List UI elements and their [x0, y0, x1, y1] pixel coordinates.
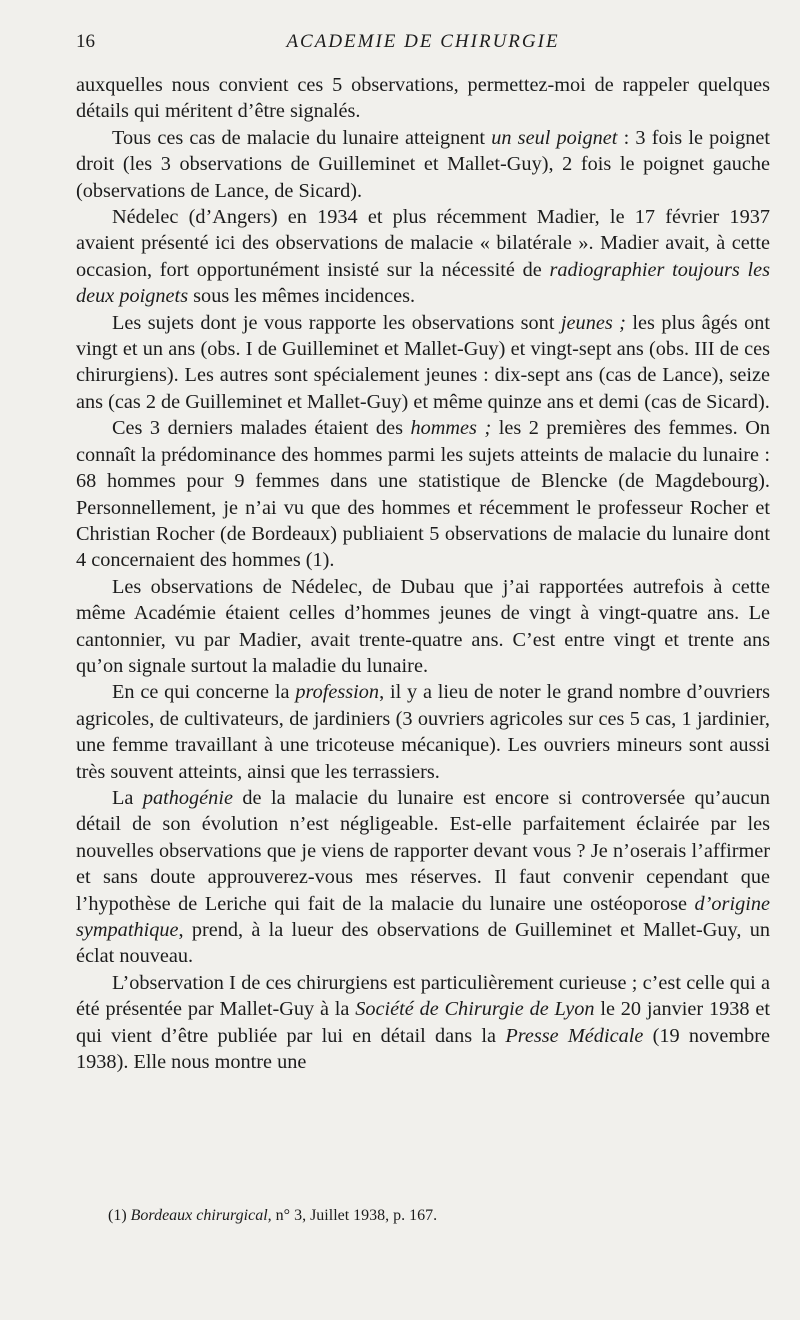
- paragraph: Tous ces cas de malacie du lunaire atteignent un seul poignet : 3 fois le poignet droit (les 3 observations de Guilleminet et Mallet-Guy), 2 fois le poignet gauche (observations de Lance, de Sicard).: [76, 126, 770, 202]
- paragraph: Ces 3 derniers malades étaient des hommes ; les 2 premières des femmes. On connaît la prédominance des hommes parmi les sujets atteints de malacie du lunaire : 68 hommes pour 9 femmes dans une statistique de Blencke (de Magdebourg). Personnellement, je n’ai vu que des hommes et récemment le professeur Rocher et Christian Rocher (de Bordeaux) publiaient 5 observations de malacie du lunaire dont 4 concernaient des hommes (1).: [76, 417, 770, 572]
- running-title: ACADEMIE DE CHIRURGIE: [286, 31, 560, 52]
- page-number: 16: [76, 31, 95, 52]
- paragraph: auxquelles nous convient ces 5 observations, permettez-moi de rappeler quelques détails qui méritent d’être signalés.: [76, 74, 770, 123]
- paragraph: L’observation I de ces chirurgiens est particulièrement curieuse ; c’est celle qui a été présentée par Mallet-Guy à la Société de Chirurgie de Lyon le 20 janvier 1938 et qui vient d’être publiée par lui en détail dans la Presse Médicale (19 novembre 1938). Elle nous montre une: [76, 971, 771, 1074]
- footnote-citation: n° 3, Juillet 1938, p. 167.: [275, 1207, 438, 1224]
- paragraph: La pathogénie de la malacie du lunaire est encore si controversée qu’aucun détail de son évolution n’est négligeable. Est-elle parfaitement éclairée par les nouvelles observations que je viens de rapporter devant vous ? Je n’oserais l’affirmer et sans doute approuverez-vous mes réserves. Il faut convenir cependant que l’hypothèse de Leriche qui fait de la malacie du lunaire une ostéoporose d’origine sympathique, prend, à la lueur des observations de Guilleminet et Mallet-Guy, un éclat nouveau.: [76, 786, 770, 968]
- page-header: [76, 30, 770, 54]
- paragraph: En ce qui concerne la profession, il y a lieu de noter le grand nombre d’ouvriers agricoles, de cultivateurs, de jardiniers (3 ouvriers agricoles sur ces 5 cas, 1 jardinier, une femme travaillant à une tricoteuse mécanique). Les ouvriers mineurs sont aussi très souvent atteints, ainsi que les terrassiers.: [76, 681, 770, 783]
- footnote-journal: Bordeaux chirurgical,: [130, 1207, 272, 1224]
- body-text: [76, 72, 770, 1075]
- footnote-mark: (1): [108, 1207, 127, 1224]
- paragraph: Les observations de Nédelec, de Dubau que j’ai rapportées autrefois à cette même Académie étaient celles d’hommes jeunes de vingt à vingt-quatre ans. Le cantonnier, vu par Madier, avait trente-quatre ans. C’est entre vingt et trente ans qu’on signale surtout la maladie du lunaire.: [76, 575, 770, 677]
- footnote: [108, 1206, 768, 1226]
- paragraph: Nédelec (d’Angers) en 1934 et plus récemment Madier, le 17 février 1937 avaient présenté ici des observations de malacie « bilatérale ». Madier avait, à cette occasion, fort opportunément insisté sur la nécessité de radiographier toujours les deux poignets sous les mêmes incidences.: [76, 206, 770, 308]
- paragraph: Les sujets dont je vous rapporte les observations sont jeunes ; les plus âgés ont vingt et un ans (obs. I de Guilleminet et Mallet-Guy) et vingt-sept ans (obs. III de ces chirurgiens). Les autres sont spécialement jeunes : dix-sept ans (cas de Lance), seize ans (cas 2 de Guilleminet et Mallet-Guy) et même quinze ans et demi (cas de Sicard).: [76, 311, 771, 413]
